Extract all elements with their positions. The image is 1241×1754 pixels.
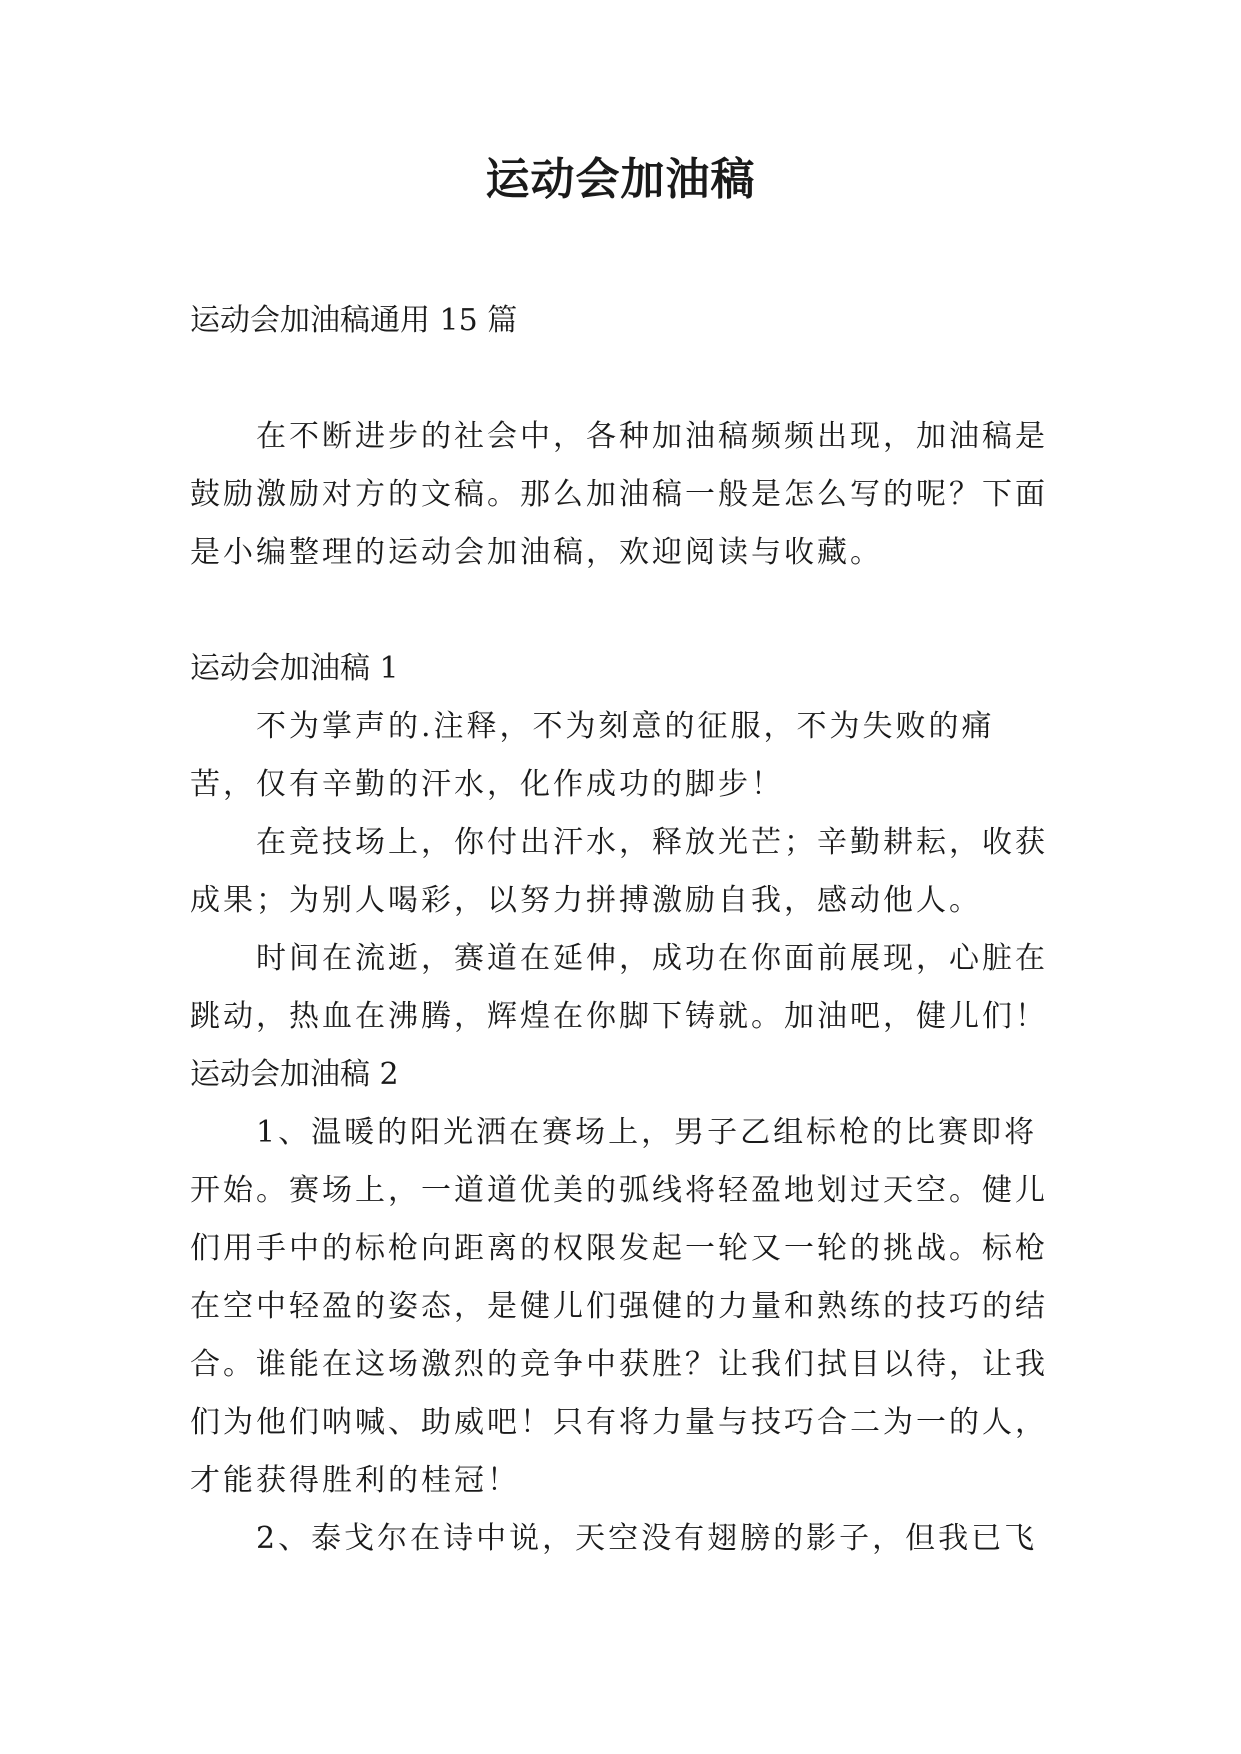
section-1: [190, 640, 1055, 1046]
paragraph: 时间在流逝，赛道在延伸，成功在你面前展现，心脏在跳动，热血在沸腾，辉煌在你脚下铸就。加油吧，健儿们！: [190, 941, 1048, 1034]
document-title: 运动会加油稿: [485, 154, 756, 205]
paragraph: 不为掌声的.注释，不为刻意的征服，不为失败的痛苦，仅有辛勤的汗水，化作成功的脚步！: [190, 709, 995, 802]
section-2: [190, 1046, 1055, 1568]
intro-paragraph: 在不断进步的社会中，各种加油稿频频出现，加油稿是鼓励激励对方的文稿。那么加油稿一般是怎么写的呢？下面是小编整理的运动会加油稿，欢迎阅读与收藏。: [190, 419, 1048, 570]
document-subtitle: 运动会加油稿通用 15 篇: [190, 303, 518, 338]
paragraph: 2、泰戈尔在诗中说，天空没有翅膀的影子，但我已飞: [256, 1521, 1038, 1556]
section-heading: 运动会加油稿 1: [190, 651, 399, 686]
paragraph: 1、温暖的阳光洒在赛场上，男子乙组标枪的比赛即将开始。赛场上，一道道优美的弧线将轻盈地划过天空。健儿们用手中的标枪向距离的权限发起一轮又一轮的挑战。标枪在空中轻盈的姿态，是健儿们强健的力量和熟练的技巧的结合。谁能在这场激烈的竞争中获胜？让我们拭目以待，让我们为他们呐喊、助威吧！只有将力量与技巧合二为一的人，才能获得胜利的桂冠！: [190, 1115, 1048, 1498]
document-body: [190, 292, 1055, 1568]
section-heading: 运动会加油稿 2: [190, 1057, 399, 1092]
paragraph: 在竞技场上，你付出汗水，释放光芒；辛勤耕耘，收获成果；为别人喝彩，以努力拼搏激励自我，感动他人。: [190, 825, 1048, 918]
